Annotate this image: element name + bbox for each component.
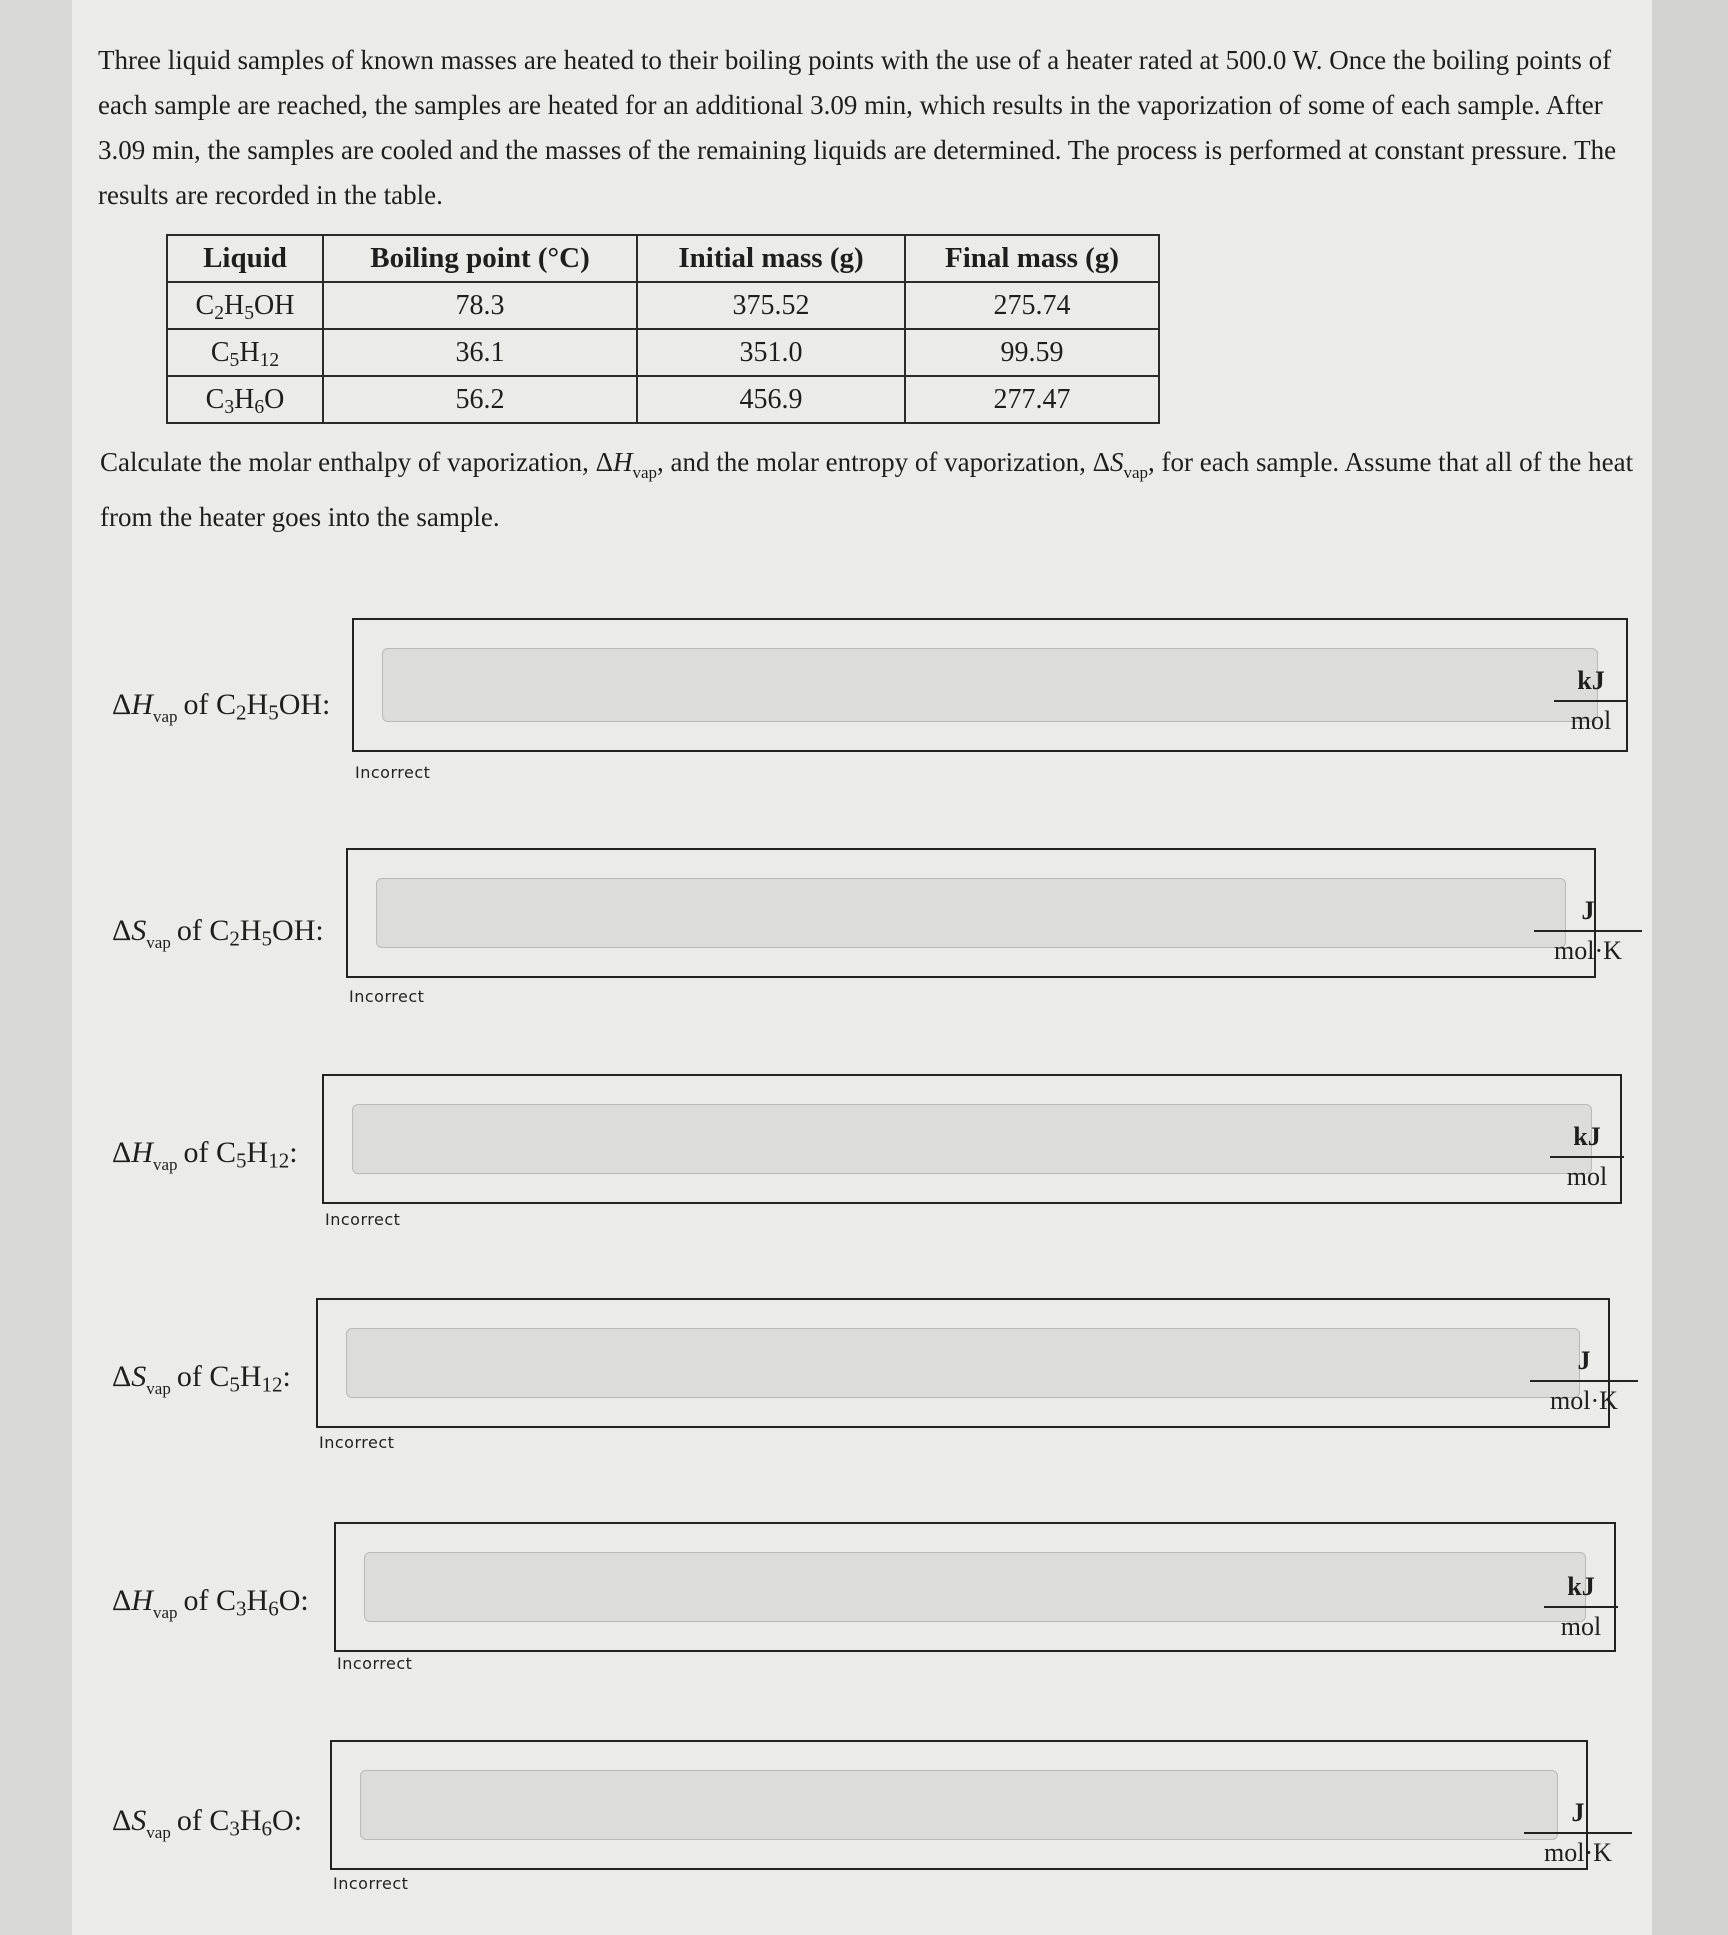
answer-box — [316, 1298, 1610, 1428]
page-edge — [1652, 0, 1728, 1935]
question-page — [72, 0, 1652, 1935]
answer-label: $\Delta S_{vap}$ of $C_5H_{12}$: — [112, 1360, 291, 1398]
boiling-point: 56.2 — [323, 376, 637, 423]
status-label: Incorrect — [349, 987, 425, 1006]
initial-mass: 351.0 — [637, 329, 905, 376]
answer-label: $\Delta H_{vap}$ of $C_5H_{12}$: — [112, 1136, 298, 1174]
liquid-formula: $C_2H_5OH$ — [167, 282, 323, 329]
initial-mass: 375.52 — [637, 282, 905, 329]
answer-label: $\Delta H_{vap}$ of $C_2H_5OH$: — [112, 688, 331, 726]
problem-intro: Three liquid samples of known masses are heated to their boiling points with the use of a heater rated at 500.0 W. Once the boiling points of each sample are reached, the samples are heated for an additional 3.09 min, which results in the vaporization of some of each sample. After 3.09 min, the samples are cooled and the masses of the remaining liquids are determined. The process is performed at constant pressure. The results are recorded in the table. — [98, 45, 1617, 210]
answer-input[interactable] — [352, 1104, 1592, 1174]
status-label: Incorrect — [337, 1654, 413, 1673]
answer-input[interactable] — [376, 878, 1566, 948]
answer-input[interactable] — [364, 1552, 1586, 1622]
status-label: Incorrect — [333, 1874, 409, 1893]
unit-fraction: kJ mol — [1544, 1572, 1618, 1642]
boiling-point: 78.3 — [323, 282, 637, 329]
status-label: Incorrect — [355, 763, 431, 782]
header-final-mass: Final mass (g) — [905, 235, 1159, 282]
answer-box — [346, 848, 1596, 978]
answer-box — [352, 618, 1628, 752]
final-mass: 277.47 — [905, 376, 1159, 423]
answer-label: $\Delta H_{vap}$ of $C_3H_6O$: — [112, 1584, 309, 1622]
answer-box — [322, 1074, 1622, 1204]
header-boiling-point: Boiling point (°C) — [323, 235, 637, 282]
initial-mass: 456.9 — [637, 376, 905, 423]
answer-box — [330, 1740, 1588, 1870]
table-row — [167, 329, 1159, 376]
answer-label: $\Delta S_{vap}$ of $C_3H_6O$: — [112, 1804, 303, 1842]
final-mass: 99.59 — [905, 329, 1159, 376]
unit-fraction: J mol·K — [1524, 1798, 1632, 1868]
final-mass: 275.74 — [905, 282, 1159, 329]
answer-box — [334, 1522, 1616, 1652]
table-row — [167, 282, 1159, 329]
header-liquid: Liquid — [167, 235, 323, 282]
unit-fraction: J mol·K — [1534, 896, 1642, 966]
liquid-formula: $C_3H_6O$ — [167, 376, 323, 423]
unit-fraction: kJ mol — [1550, 1122, 1624, 1192]
status-label: Incorrect — [319, 1433, 395, 1452]
table-row — [167, 376, 1159, 423]
answer-input[interactable] — [360, 1770, 1558, 1840]
boiling-point: 36.1 — [323, 329, 637, 376]
unit-fraction: kJ mol — [1554, 666, 1628, 736]
answer-input[interactable] — [346, 1328, 1580, 1398]
answer-label: $\Delta S_{vap}$ of $C_2H_5OH$: — [112, 914, 324, 952]
question-prompt: Calculate the molar enthalpy of vaporization, $\Delta H_{vap}$, and the molar entropy of vaporization, $\Delta S_{vap}$, for each sample. Assume that all of the heat from the heater goes into the sample. — [100, 447, 1634, 532]
liquid-formula: $C_5H_{12}$ — [167, 329, 323, 376]
unit-fraction: J mol·K — [1530, 1346, 1638, 1416]
table-header-row — [167, 235, 1159, 282]
header-initial-mass: Initial mass (g) — [637, 235, 905, 282]
answer-input[interactable] — [382, 648, 1598, 722]
status-label: Incorrect — [325, 1210, 401, 1229]
results-table — [166, 234, 1160, 424]
